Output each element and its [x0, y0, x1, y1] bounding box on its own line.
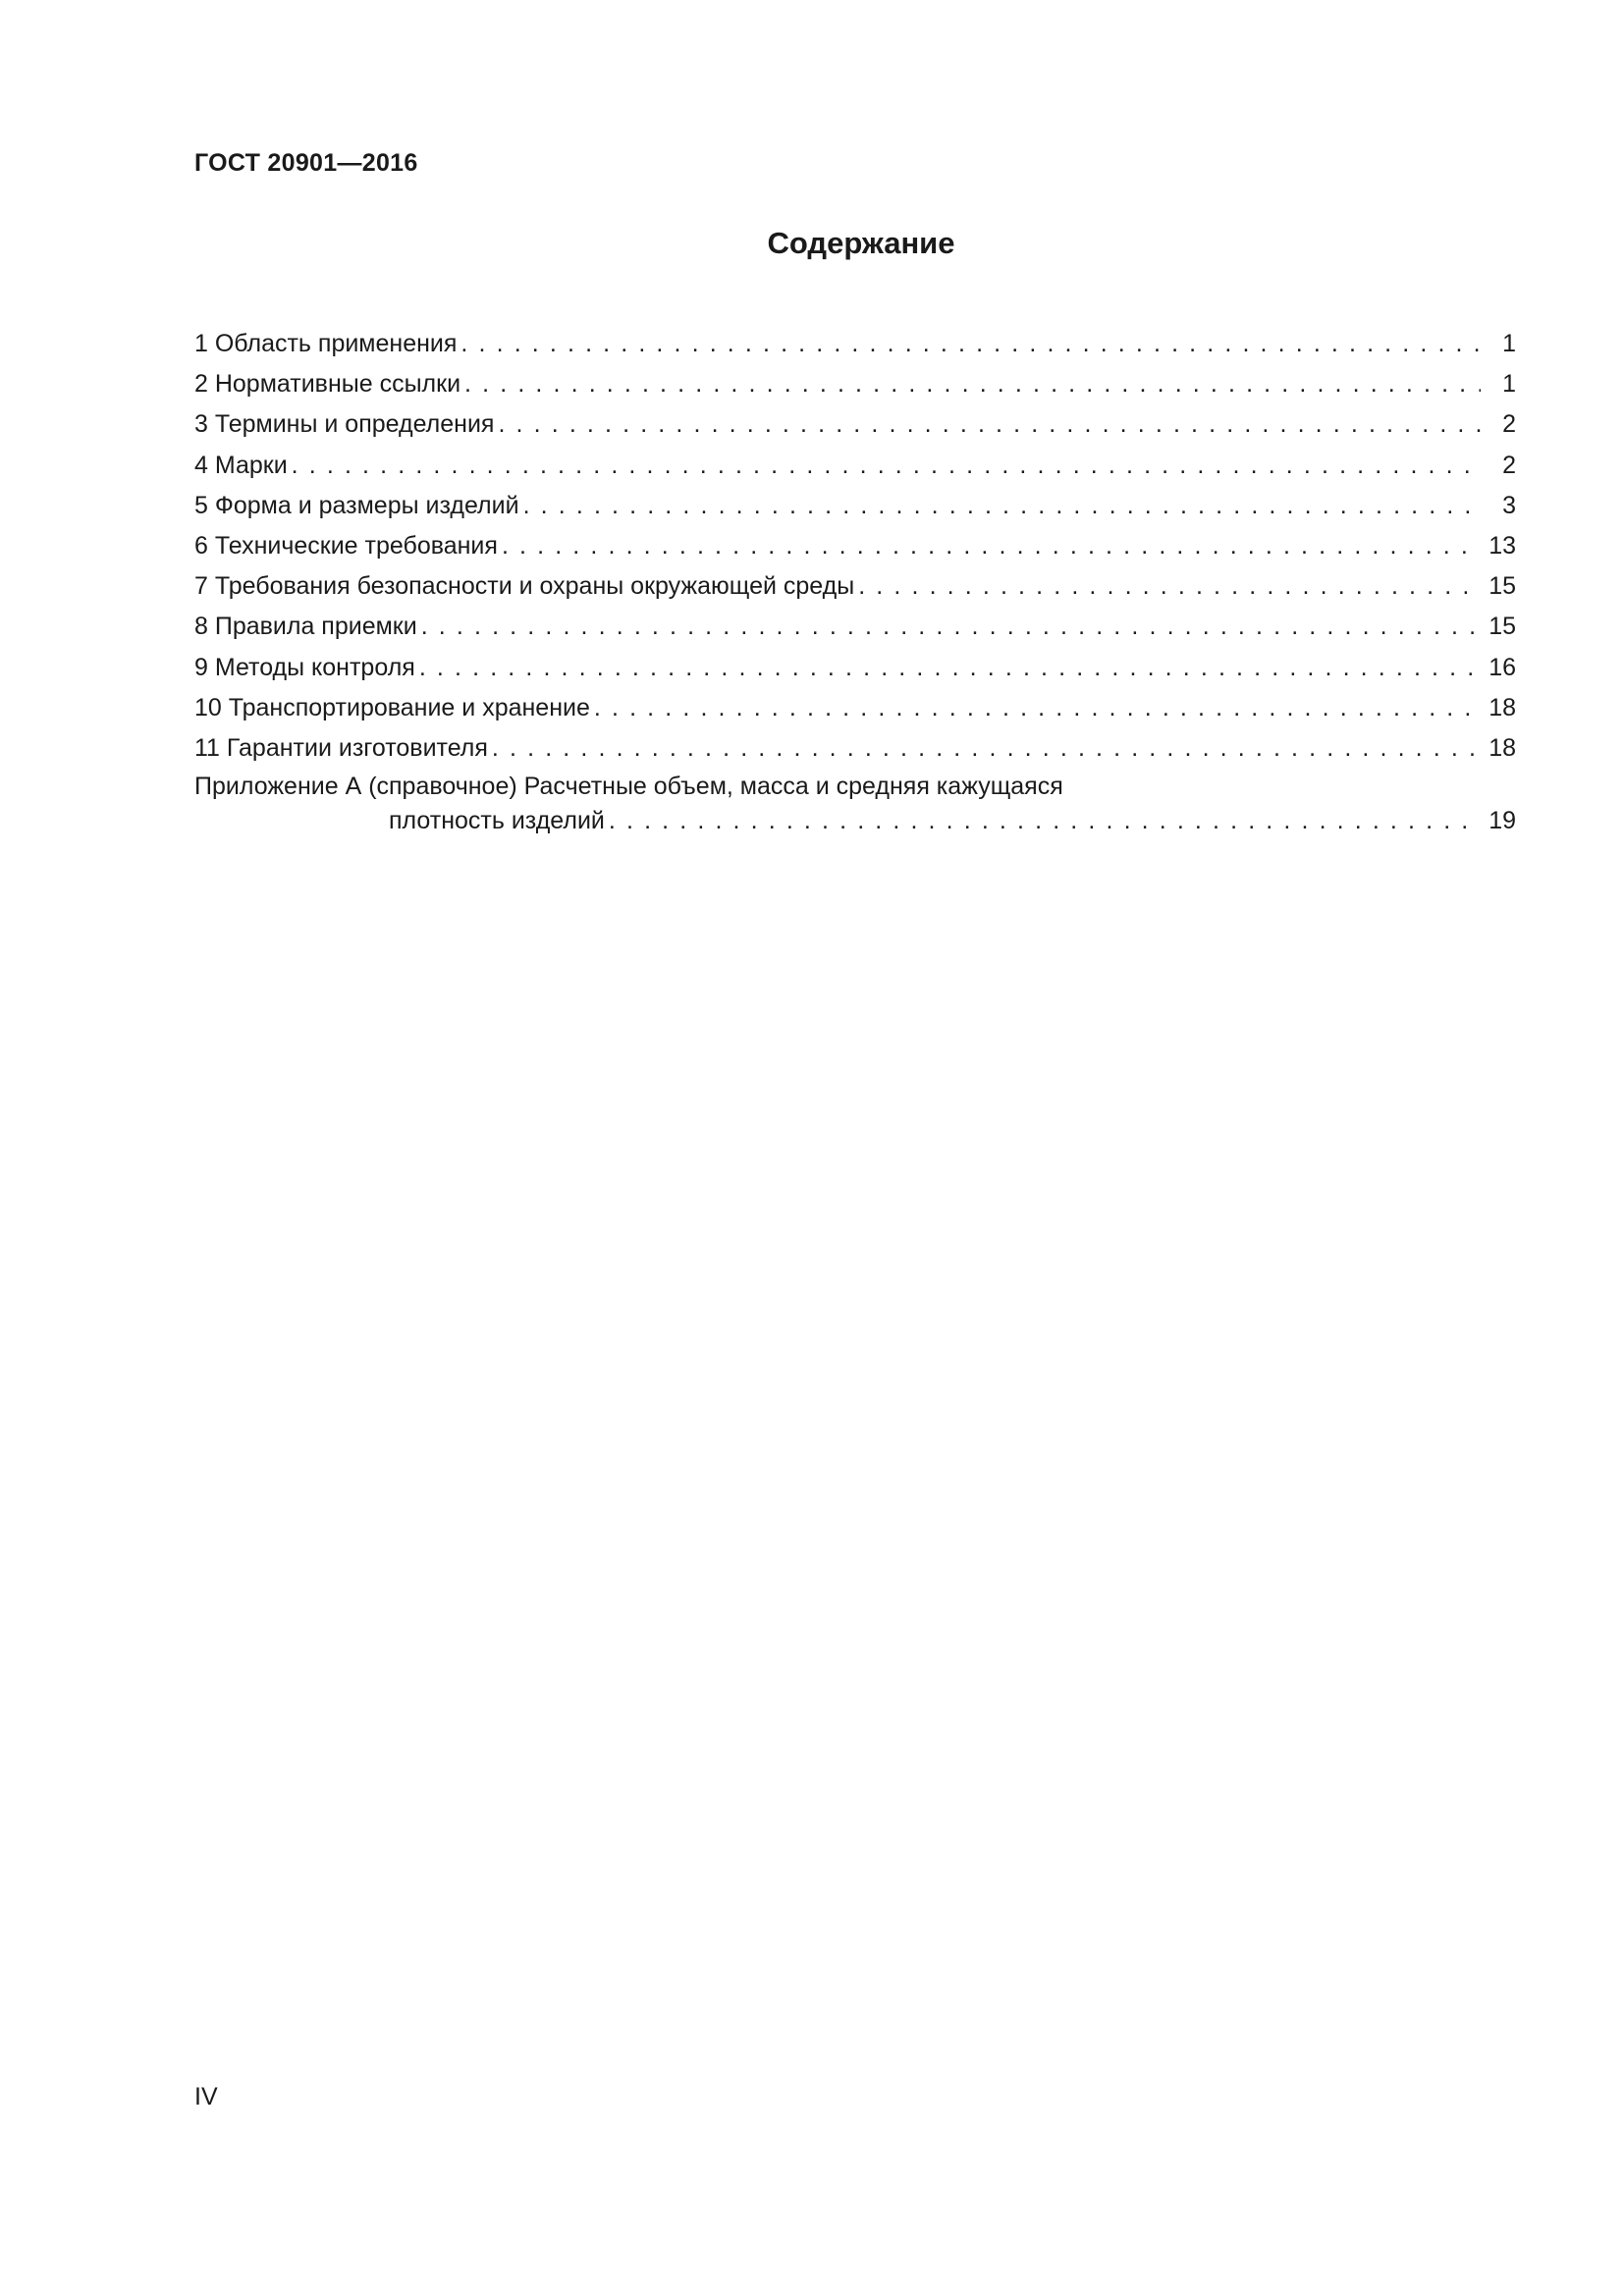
toc-appendix-entry[interactable] [194, 769, 1516, 837]
toc-leader-dots [419, 648, 1481, 688]
toc-appendix-label-line2: плотность изделий [389, 807, 605, 835]
toc-entry[interactable] [194, 404, 1516, 445]
toc-entry[interactable] [194, 688, 1516, 728]
toc-leader-dots [502, 526, 1481, 566]
toc-appendix-page: 19 [1489, 807, 1516, 835]
toc-entry-page: 2 [1502, 410, 1516, 439]
document-header: ГОСТ 20901—2016 [194, 149, 418, 177]
toc-entry[interactable] [194, 446, 1516, 486]
toc-entry-label: 2 Нормативные ссылки [194, 370, 461, 399]
toc-entry-page: 3 [1502, 491, 1516, 519]
table-of-contents [194, 324, 1516, 837]
toc-entry-label: 8 Правила приемки [194, 613, 417, 641]
toc-appendix-label-line1: Приложение А (справочное) Расчетные объем, масса и средняя кажущаяся [194, 773, 1063, 801]
toc-leader-dots [523, 486, 1481, 526]
toc-entry[interactable] [194, 648, 1516, 688]
toc-entry[interactable] [194, 566, 1516, 607]
toc-leader-dots [421, 607, 1481, 647]
toc-title: Содержание [767, 226, 955, 260]
toc-entry-label: 6 Технические требования [194, 531, 498, 560]
toc-leader-dots [858, 566, 1481, 607]
toc-leader-dots [594, 688, 1481, 728]
toc-entry-label: 10 Транспортирование и хранение [194, 693, 590, 721]
toc-entry-page: 1 [1502, 330, 1516, 357]
toc-entry[interactable] [194, 324, 1516, 364]
toc-entry-label: 5 Форма и размеры изделий [194, 491, 519, 519]
toc-leader-dots [464, 364, 1481, 404]
toc-entry[interactable] [194, 607, 1516, 647]
toc-entry-label: 11 Гарантии изготовителя [194, 733, 488, 762]
toc-entry[interactable] [194, 364, 1516, 404]
toc-leader-dots [292, 446, 1481, 486]
toc-entry-page: 13 [1489, 531, 1516, 560]
toc-entry-label: 3 Термины и определения [194, 410, 495, 439]
toc-entry-page: 18 [1489, 733, 1516, 762]
toc-entry-page: 2 [1502, 451, 1516, 479]
toc-entry[interactable] [194, 486, 1516, 526]
toc-leader-dots [498, 404, 1481, 445]
toc-leader-dots [492, 728, 1481, 769]
toc-entry[interactable] [194, 728, 1516, 769]
toc-entry-label: 7 Требования безопасности и охраны окружающей среды [194, 572, 855, 601]
toc-entry-label: 4 Марки [194, 451, 288, 479]
toc-entry-label: 9 Методы контроля [194, 653, 415, 681]
toc-entry-page: 18 [1489, 693, 1516, 721]
toc-entry-page: 15 [1489, 613, 1516, 641]
toc-entry-page: 16 [1489, 653, 1516, 681]
toc-leader-dots [460, 324, 1481, 364]
toc-entry-page: 15 [1489, 572, 1516, 601]
toc-entry-page: 1 [1502, 370, 1516, 399]
toc-entry-label: 1 Область применения [194, 330, 458, 357]
toc-entry[interactable] [194, 526, 1516, 566]
toc-leader-dots [609, 804, 1481, 837]
page-number: IV [194, 2083, 218, 2110]
